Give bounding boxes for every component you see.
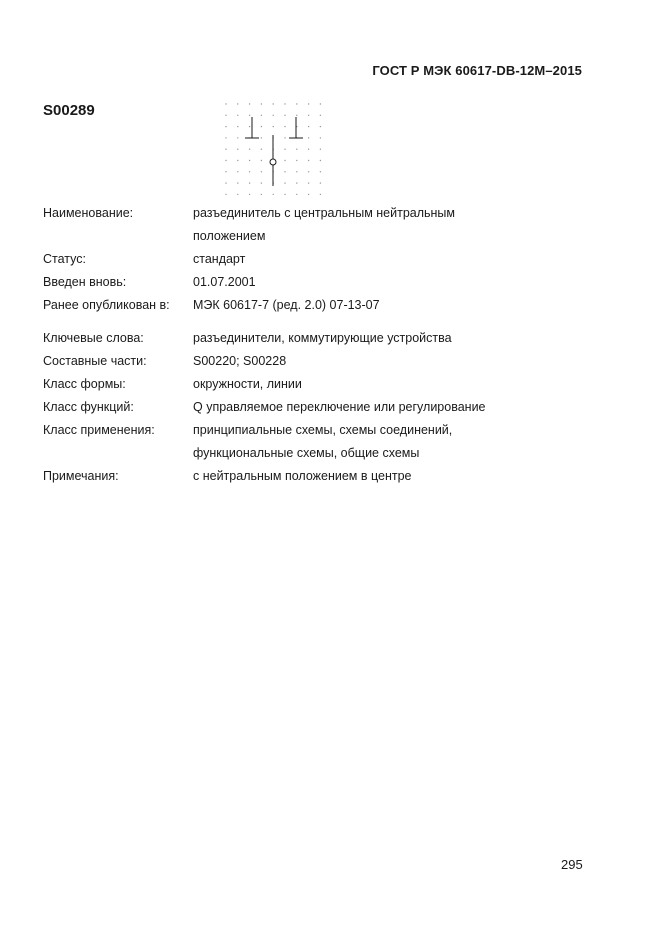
field-name-value-line1: разъединитель с центральным нейтральным (193, 206, 456, 220)
symbol-code: S00289 (43, 102, 95, 119)
field-components-label: Составные части: (43, 354, 147, 368)
field-shape-class-label: Класс формы: (43, 377, 126, 391)
field-application-class-value-line1: принципиальные схемы, схемы соединений, (193, 423, 453, 437)
field-application-class-label: Класс применения: (43, 423, 155, 437)
field-keywords-label: Ключевые слова: (43, 331, 144, 345)
field-previously-published-value: МЭК 60617-7 (ред. 2.0) 07-13-07 (193, 298, 380, 312)
field-status-value: стандарт (193, 252, 246, 266)
page-number: 295 (561, 857, 583, 872)
field-name-value-line2: положением (193, 229, 266, 243)
field-notes-value: с нейтральным положением в центре (193, 469, 412, 483)
field-function-class-value: Q управляемое переключение или регулирование (193, 400, 486, 414)
field-application-class-value-line2: функциональные схемы, общие схемы (193, 446, 420, 460)
disconnector-symbol-icon (222, 100, 326, 200)
document-header: ГОСТ Р МЭК 60617-DB-12M–2015 (372, 63, 582, 78)
field-previously-published-label: Ранее опубликован в: (43, 298, 170, 312)
field-name-label: Наименование: (43, 206, 134, 220)
field-shape-class-value: окружности, линии (193, 377, 302, 391)
field-status-label: Статус: (43, 252, 86, 266)
field-keywords-value: разъединители, коммутирующие устройства (193, 331, 452, 345)
field-function-class-label: Класс функций: (43, 400, 134, 414)
field-introduced-value: 01.07.2001 (193, 275, 256, 289)
field-notes-label: Примечания: (43, 469, 119, 483)
field-components-value: S00220; S00228 (193, 354, 287, 368)
field-introduced-label: Введен вновь: (43, 275, 127, 289)
